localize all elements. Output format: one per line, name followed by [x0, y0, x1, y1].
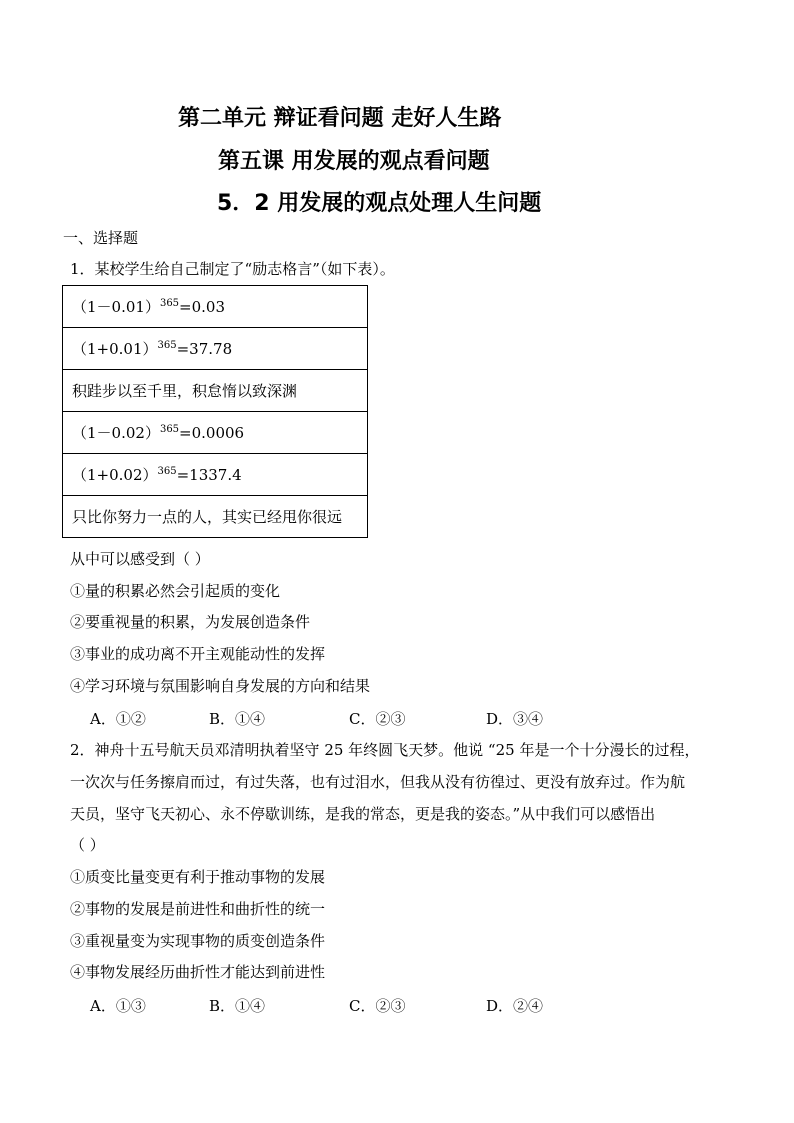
table-row [63, 328, 368, 370]
q2-option-a[interactable]: A．①③ [90, 997, 146, 1015]
table-cell: $(1+0.01)^{365}=37.78$ [63, 328, 368, 370]
q2-stem-line-1: 2．神舟十五号航天员邓清明执着坚守 25 年终圆飞天梦。他说 “25 年是一个十分漫长的过程， [70, 741, 700, 759]
q2-item-3: ③重视量变为实现事物的质变创造条件 [70, 932, 326, 950]
table-cell: $(1-0.01)^{365}=0.03$ [63, 286, 368, 328]
table-row [63, 286, 368, 328]
q2-item-2: ②事物的发展是前进性和曲折性的统一 [70, 900, 326, 918]
q2-item-4: ④事物发展经历曲折性才能达到前进性 [70, 963, 326, 981]
table-row [63, 412, 368, 454]
q2-stem-line-3: 天员，坚守飞天初心、永不停歇训练，是我的常态，更是我的姿态。”从中我们可以感悟出 [70, 805, 656, 823]
q1-item-1: ①量的积累必然会引起质的变化 [70, 582, 281, 600]
q2-option-c[interactable]: C．②③ [349, 997, 406, 1015]
q1-item-3: ③事业的成功离不开主观能动性的发挥 [70, 645, 326, 663]
q1-stem: 1．某校学生给自己制定了“励志格言”（如下表）。 [70, 260, 395, 278]
q1-option-d[interactable]: D．③④ [486, 710, 544, 728]
table-cell: 只比你努力一点的人，其实已经甩你很远 [63, 496, 368, 538]
q2-stem-line-2: 一次次与任务擦肩而过，有过失落，也有过泪水，但我从没有彷徨过、更没有放弃过。作为航 [70, 773, 686, 791]
unit-title: 第二单元 辩证看问题 走好人生路 [178, 106, 502, 131]
table-row [63, 454, 368, 496]
q1-option-a[interactable]: A．①② [90, 710, 146, 728]
motto-table [62, 285, 368, 538]
q2-option-d[interactable]: D．②④ [486, 997, 544, 1015]
table-row [63, 496, 368, 538]
q1-option-b[interactable]: B．①④ [209, 710, 266, 728]
q2-stem-line-4: （ ） [70, 836, 105, 854]
section-title: 5．2 用发展的观点处理人生问题 [217, 191, 542, 216]
table-row [63, 370, 368, 412]
q2-option-b[interactable]: B．①④ [209, 997, 266, 1015]
q1-option-c[interactable]: C．②③ [349, 710, 406, 728]
table-cell: $(1-0.02)^{365}=0.0006$ [63, 412, 368, 454]
table-cell: $(1+0.02)^{365}=1337.4$ [63, 454, 368, 496]
lesson-title: 第五课 用发展的观点看问题 [218, 149, 490, 174]
q2-item-1: ①质变比量变更有利于推动事物的发展 [70, 868, 326, 886]
question-section-label: 一、选择题 [63, 229, 139, 247]
q1-prompt: 从中可以感受到（ ） [70, 550, 210, 568]
q1-item-2: ②要重视量的积累，为发展创造条件 [70, 613, 311, 631]
table-cell: 积跬步以至千里，积怠惰以致深渊 [63, 370, 368, 412]
q1-item-4: ④学习环境与氛围影响自身发展的方向和结果 [70, 677, 371, 695]
